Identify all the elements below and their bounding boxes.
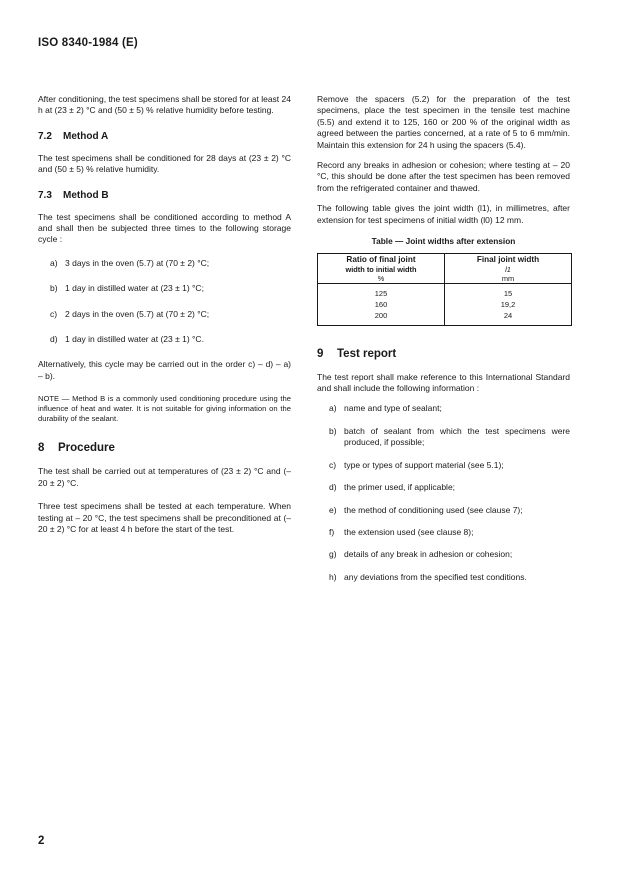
section-number: 8 [38,442,45,455]
list-item: h) any deviations from the specified test conditions. [329,571,527,582]
list-item: d) 1 day in distilled water at (23 ± 1) °C. [50,334,204,345]
section-8-heading [38,442,291,454]
column-header-width: Final joint width l1 mm [445,254,572,284]
table-header-row [318,254,572,284]
left-column [38,94,291,535]
list-item: b) 1 day in distilled water at (23 ± 1) °C; [50,283,204,294]
list-item: f) the extension used (see clause 8); [329,526,474,537]
section-title: Test report [337,347,397,360]
note: NOTE — Method B is a commonly used conditioning procedure using the influence of heat and water. It is not suitable for giving information on the durability of the sealant. [38,394,291,424]
list-item: a) name and type of sealant; [329,403,442,414]
section-title: Method A [63,130,109,142]
section-9-heading [317,348,570,360]
storage-cycle-list [38,258,291,346]
procedure-paragraph-2: Three test specimens shall be tested at each temperature. When testing at – 20 °C, the test specimens shall be preconditioned at (– 20 ± 2) °C for at least 4 h before the start of the test. [38,501,291,534]
test-report-paragraph: The test report shall make reference to this International Standard and shall include the following information : [317,371,570,394]
section-number: 7.2 [38,130,52,142]
section-number: 7.3 [38,189,52,201]
list-item: a) 3 days in the oven (5.7) at (70 ± 2) °C; [50,257,210,268]
list-item: e) the method of conditioning used (see clause 7); [329,504,523,515]
section-title: Procedure [58,442,115,455]
alternative-cycle-paragraph: Alternatively, this cycle may be carried out in the order c) – d) – a) – b). [38,359,291,381]
list-item: c) type or types of support material (see 5.1); [329,459,504,470]
list-item: c) 2 days in the oven (5.7) at (70 ± 2) °C; [50,308,210,319]
table-intro-paragraph: The following table gives the joint width (l1), in millimetres, after extension for test specimens of initial width (l0) 12 mm. [317,203,570,225]
list-item: b) batch of sealant from which the test specimens were produced, if possible; [329,425,570,448]
test-report-list [317,403,570,583]
conditioning-paragraph: After conditioning, the test specimens shall be stored for at least 24 h at (23 ± 2) °C and (50 ± 5) % relative humidity before testing. [38,94,291,116]
extension-paragraph: Remove the spacers (5.2) for the preparation of the test specimens, place the test specimen in the tensile test machine (5.5) and extend it to 125, 160 or 200 % of the original width as agreed between the parties concerned, at a rate of 5 to 6 mm/min. Maintain this extension for 24 h using the spacers (5.4). [317,94,570,150]
joint-widths-table [317,253,572,326]
section-7-2-heading [38,131,291,142]
table-title: Table — Joint widths after extension [371,236,516,247]
list-item: d) the primer used, if applicable; [329,482,456,493]
right-column [317,94,570,583]
record-breaks-paragraph: Record any breaks in adhesion or cohesion; where testing at – 20 °C, this should be done after the test specimen has been removed from the refrigerated container and thawed. [317,160,570,193]
section-7-3-heading [38,190,291,201]
column-header-ratio: Ratio of final joint width to initial width % [318,254,445,284]
section-number: 9 [317,347,324,360]
list-item: g) details of any break in adhesion or cohesion; [329,549,513,560]
section-title: Method B [63,189,109,201]
table-row: 200 24 [318,310,572,325]
document-header: ISO 8340-1984 (E) [38,37,138,49]
procedure-paragraph-1: The test shall be carried out at temperatures of (23 ± 2) °C and (– 20 ± 2) °C. [38,466,291,488]
page-number: 2 [38,835,45,847]
table-row: 125 15 [318,284,572,300]
table-row: 160 19,2 [318,299,572,310]
method-a-paragraph: The test specimens shall be conditioned for 28 days at (23 ± 2) °C and (50 ± 5) % relative humidity. [38,152,291,175]
method-b-paragraph: The test specimens shall be conditioned according to method A and shall then be subjected three times to the following storage cycle : [38,211,291,245]
